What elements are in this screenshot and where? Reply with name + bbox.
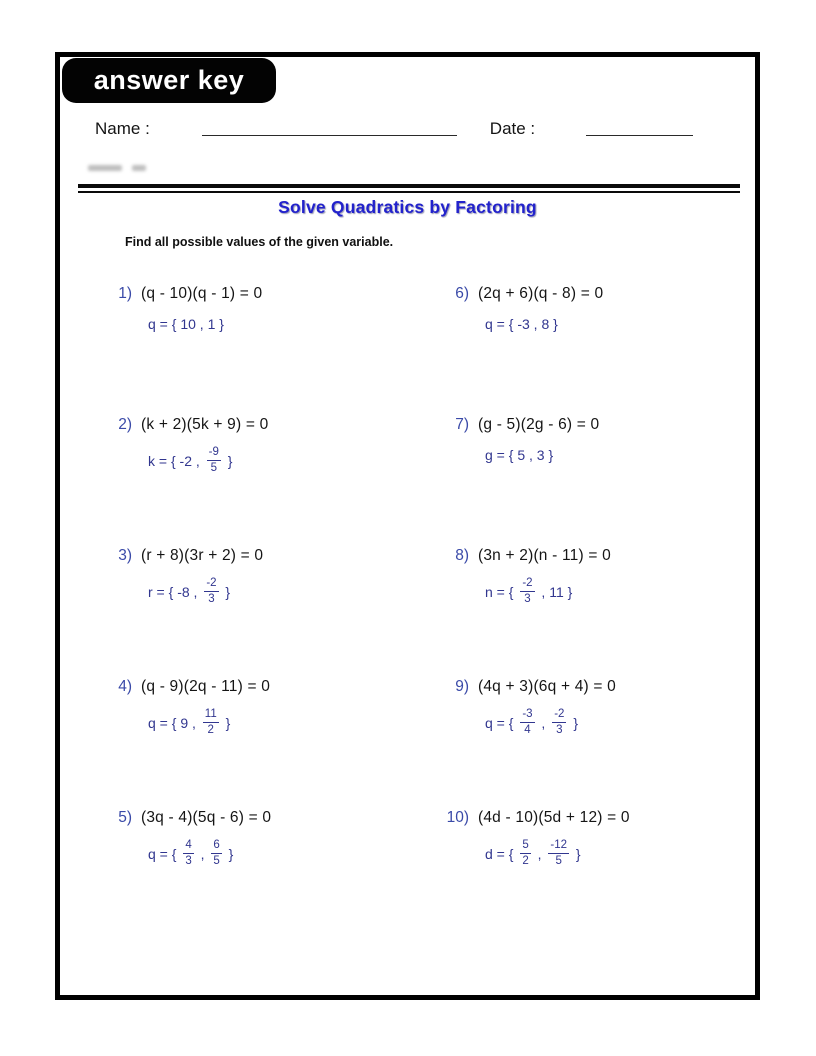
date-blank-line: [586, 134, 693, 136]
answer-text: -3: [517, 316, 530, 332]
answer-text: 11: [549, 583, 564, 600]
answer-text: d = {: [485, 845, 518, 862]
problem-body: [478, 547, 611, 605]
problem-number: 9): [455, 678, 469, 695]
problem-number: 6): [455, 285, 469, 302]
answer-text: 10: [180, 316, 196, 332]
fraction-denominator: 5: [210, 461, 217, 474]
answer-key-badge-label: answer key: [93, 65, 245, 95]
problem-answer: [485, 709, 616, 736]
answer-text: k = {: [148, 452, 180, 469]
answer-text: }: [569, 714, 579, 731]
ghost-text-artifact: [88, 165, 158, 173]
problem-number: 5): [118, 809, 132, 826]
answer-text: }: [224, 845, 234, 862]
problem: [437, 416, 630, 547]
problem: [100, 809, 437, 940]
problem-equation: (r + 8)(3r + 2) = 0: [141, 547, 264, 564]
fraction-numerator: 6: [211, 840, 221, 854]
fraction-denominator: 4: [524, 723, 531, 736]
problem-answer: [148, 840, 271, 867]
problem-equation: (q - 9)(2q - 11) = 0: [141, 678, 271, 695]
answer-text: q = {: [485, 316, 518, 332]
fraction-numerator: -2: [204, 578, 218, 592]
problem: [100, 678, 437, 809]
fraction-numerator: 5: [520, 840, 530, 854]
fraction-denominator: 3: [208, 592, 215, 605]
problem-number: 8): [455, 547, 469, 564]
name-blank-line: [202, 134, 457, 136]
problem: [100, 285, 437, 416]
answer-text: ,: [525, 447, 537, 463]
problem-number: 3): [118, 547, 132, 564]
problem-answer: [148, 709, 270, 736]
answer-key-badge: [62, 58, 276, 103]
answer-text: g = {: [485, 447, 518, 463]
instruction-text: Find all possible values of the given variable.: [125, 235, 394, 249]
fraction-denominator: 5: [555, 854, 562, 867]
fraction-numerator: 11: [203, 709, 219, 723]
problem-number: 4): [118, 678, 132, 695]
answer-text: ,: [529, 316, 542, 332]
answer-text: 9: [180, 714, 189, 731]
answer-text: r = {: [148, 583, 178, 600]
problem-answer: [148, 447, 268, 474]
answer-text: q = {: [485, 714, 518, 731]
problem: [437, 547, 630, 678]
problem-number: 7): [455, 416, 469, 433]
fraction: [520, 578, 534, 605]
answer-text: ,: [196, 845, 209, 862]
problem-equation: (g - 5)(2g - 6) = 0: [478, 416, 600, 433]
answer-text: ,: [188, 714, 200, 731]
answer-text: }: [549, 316, 558, 332]
fraction-numerator: -2: [520, 578, 534, 592]
answer-text: }: [544, 447, 554, 463]
problem-body: [141, 678, 270, 736]
fraction-denominator: 5: [213, 854, 220, 867]
answer-text: }: [221, 583, 231, 600]
fraction-numerator: 4: [183, 840, 193, 854]
problem-equation: (q - 10)(q - 1) = 0: [141, 285, 263, 302]
answer-text: n = {: [485, 583, 518, 600]
answer-text: ,: [191, 452, 204, 469]
fraction-denominator: 3: [185, 854, 192, 867]
answer-text: }: [221, 714, 231, 731]
answer-text: -2: [179, 452, 192, 469]
problem: [437, 809, 630, 940]
problem: [100, 416, 437, 547]
problems-grid: [100, 285, 630, 940]
problem-equation: (3q - 4)(5q - 6) = 0: [141, 809, 272, 826]
fraction: [207, 447, 221, 474]
page-border-frame: [55, 52, 760, 1000]
problem-equation: (k + 2)(5k + 9) = 0: [141, 416, 269, 433]
problem-body: [141, 547, 263, 605]
fraction-denominator: 2: [522, 854, 529, 867]
answer-text: }: [215, 316, 224, 332]
problem-equation: (2q + 6)(q - 8) = 0: [478, 285, 604, 302]
problem-body: [478, 416, 599, 463]
problem: [437, 678, 630, 809]
answer-text: q = {: [148, 714, 181, 731]
answer-text: q = {: [148, 316, 181, 332]
fraction: [552, 709, 566, 736]
fraction: [204, 578, 218, 605]
problem-equation: (4q + 3)(6q + 4) = 0: [478, 678, 616, 695]
fraction: [203, 709, 219, 736]
problem-body: [141, 809, 271, 867]
fraction-denominator: 3: [556, 723, 563, 736]
problem-answer: [485, 316, 603, 332]
problem-equation: (4d - 10)(5d + 12) = 0: [478, 809, 630, 826]
problem-answer: [485, 447, 599, 463]
problem-body: [478, 809, 630, 867]
problem-body: [141, 285, 262, 332]
worksheet-title: Solve Quadratics by Factoring: [278, 197, 537, 217]
answer-text: -8: [177, 583, 190, 600]
problem-answer: [485, 578, 611, 605]
fraction: [520, 709, 534, 736]
problem-body: [141, 416, 268, 474]
name-date-row: [95, 119, 737, 139]
answer-text: ,: [533, 845, 546, 862]
problem-body: [478, 285, 603, 332]
fraction-numerator: -2: [552, 709, 566, 723]
fraction-denominator: 2: [207, 723, 214, 736]
problem-answer: [485, 840, 630, 867]
problem-number: 1): [118, 285, 132, 302]
problem-number: 2): [118, 416, 132, 433]
answer-text: }: [223, 452, 233, 469]
fraction-denominator: 3: [524, 592, 531, 605]
fraction: [211, 840, 221, 867]
problem: [100, 547, 437, 678]
problem-answer: [148, 578, 263, 605]
answer-text: 5: [517, 447, 526, 463]
fraction-numerator: -12: [548, 840, 569, 854]
problem-equation: (3n + 2)(n - 11) = 0: [478, 547, 611, 564]
answer-text: 1: [207, 316, 216, 332]
answer-text: ,: [537, 714, 550, 731]
answer-text: ,: [195, 316, 208, 332]
problem-number: 10): [446, 809, 469, 826]
answer-text: 8: [541, 316, 550, 332]
problem: [437, 285, 630, 416]
fraction-numerator: -9: [207, 447, 221, 461]
answer-text: ,: [537, 583, 550, 600]
answer-text: ,: [189, 583, 202, 600]
problem-body: [478, 678, 616, 736]
fraction: [183, 840, 193, 867]
fraction: [520, 840, 530, 867]
answer-text: 3: [536, 447, 545, 463]
answer-text: }: [563, 583, 573, 600]
answer-text: }: [572, 845, 581, 862]
problem-answer: [148, 316, 262, 332]
answer-text: q = {: [148, 845, 181, 862]
fraction: [548, 840, 569, 867]
date-label: Date :: [489, 119, 536, 138]
fraction-numerator: -3: [520, 709, 534, 723]
double-separator-rule: [78, 184, 740, 193]
name-label: Name :: [95, 119, 150, 138]
